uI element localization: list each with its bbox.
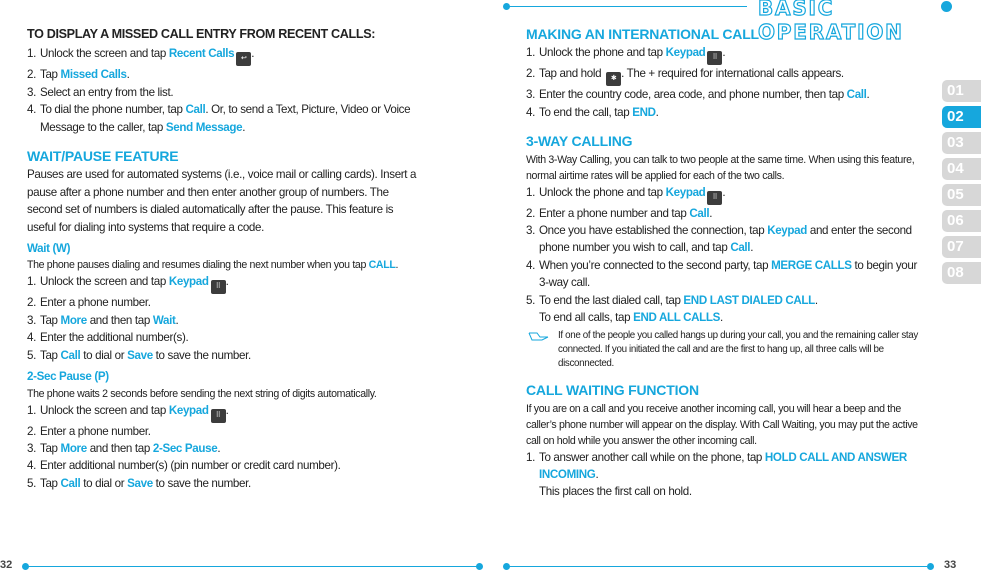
list-item: 4. When you’re connected to the second party, tap MERGE CALLS to begin your 3-way call.	[526, 258, 917, 290]
chapter-tab[interactable]: 05	[942, 184, 981, 206]
chapter-tab[interactable]: 04	[942, 158, 981, 180]
wait-subheading: Wait (W)	[27, 242, 71, 256]
list-item: 3. Tap More and then tap 2-Sec Pause.	[27, 441, 221, 455]
list-item: 3. Enter the country code, area code, and phone number, then tap Call.	[526, 88, 870, 102]
list-item: 2. Enter a phone number.	[27, 424, 151, 438]
list-item: 1. To answer another call while on the phone, tap HOLD CALL AND ANSWER INCOMING.	[526, 450, 907, 482]
footer-dot	[927, 563, 934, 570]
list-item: 4. To dial the phone number, tap Call. Or, to send a Text, Picture, Video or Voice Message to the caller, tap Send Message.	[27, 103, 411, 134]
list-item: 2. Enter a phone number and tap Call.	[526, 206, 713, 220]
three-way-calling-body: With 3-Way Calling, you can talk to two people at the same time. When using this feature, normal airtime rates will be applied for each of the two calls.	[526, 153, 915, 182]
chapter-tabs	[942, 80, 981, 288]
list-item: 5. To end the last dialed call, tap END LAST DIALED CALL.	[526, 293, 818, 307]
list-item: 2. Enter a phone number.	[27, 296, 151, 310]
list-item: 1. Unlock the screen and tap Keypad ⠿ .	[27, 402, 422, 423]
chapter-tab[interactable]: 07	[942, 236, 981, 258]
footer-dot	[476, 563, 483, 570]
call-waiting-after: This places the first call on hold.	[539, 485, 692, 499]
chapter-tab[interactable]: 03	[942, 132, 981, 154]
wait-steps	[27, 273, 422, 364]
list-item: 1. Unlock the phone and tap Keypad ⠿ .	[526, 184, 926, 205]
three-way-calling-heading: 3-WAY CALLING	[526, 133, 633, 150]
footer-line-right	[507, 566, 927, 567]
call-waiting-steps	[526, 449, 926, 484]
list-item: 3. Tap More and then tap Wait.	[27, 313, 179, 327]
wait-description: The phone pauses dialing and resumes dialing the next number when you tap CALL.	[27, 259, 399, 272]
missed-call-heading: TO DISPLAY A MISSED CALL ENTRY FROM RECENT CALLS:	[27, 27, 376, 41]
three-way-calling-steps	[526, 184, 926, 309]
wait-pause-body: Pauses are used for automated systems (i.e., voice mail or calling cards). Insert a pause after a phone number and then enter another group of numbers. The second set of numbers is dialed automatically after the pause. This feature is useful for dialing into systems that require a code.	[27, 168, 417, 234]
three-way-note: If one of the people you called hangs up during your call, you and the remaining caller stay connected. If you initiated the call and are the first to hang up, all three calls will be disconnected.	[526, 329, 926, 370]
list-item: 5. Tap Call to dial or Save to save the number.	[27, 476, 251, 490]
chapter-tab[interactable]: 06	[942, 210, 981, 232]
missed-call-steps	[27, 45, 422, 136]
two-sec-pause-steps	[27, 402, 422, 493]
list-item: 4. Enter additional number(s) (pin number or credit card number).	[27, 459, 341, 473]
call-waiting-heading: CALL WAITING FUNCTION	[526, 382, 699, 399]
two-sec-pause-description: The phone waits 2 seconds before sending the next string of digits automatically.	[27, 387, 377, 400]
section-header-title: BASIC OPERATION	[758, 0, 904, 44]
list-item: 3. Select an entry from the list.	[27, 85, 174, 99]
right-column	[526, 26, 926, 501]
end-all-calls-line: To end all calls, tap END ALL CALLS.	[539, 311, 723, 325]
list-item: 1. Unlock the screen and tap Keypad ⠿ .	[27, 273, 422, 294]
recent-calls-icon: ↩	[236, 52, 251, 66]
footer-line-left	[25, 566, 478, 567]
list-item: 2. Tap and hold ✱ . The + required for international calls appears.	[526, 65, 926, 86]
list-item: 4. To end the call, tap END.	[526, 105, 659, 119]
chapter-tab-active[interactable]: 02	[942, 106, 981, 128]
two-sec-pause-subheading: 2-Sec Pause (P)	[27, 370, 109, 384]
keypad-icon: ⠿	[707, 191, 722, 205]
list-item: 3. Once you have established the connection, tap Keypad and enter the second phone number you wish to call, and tap Call.	[526, 224, 912, 255]
list-item: 1. Unlock the phone and tap Keypad ⠿ .	[526, 44, 926, 65]
wait-pause-heading: WAIT/PAUSE FEATURE	[27, 148, 179, 165]
international-call-steps	[526, 44, 926, 121]
page-number-right: 33	[944, 559, 957, 571]
chapter-tab[interactable]: 01	[942, 80, 981, 102]
header-end-dot	[941, 1, 952, 12]
call-waiting-body: If you are on a call and you receive another incoming call, you will hear a beep and the caller’s phone number will appear on the display. With Call Waiting, you may put the active call on hold while you answer the other incoming call.	[526, 402, 918, 447]
page-number-left: 32	[0, 559, 13, 571]
list-item: 1. Unlock the screen and tap Recent Calls ↩ .	[27, 45, 422, 66]
keypad-icon: ⠿	[211, 280, 226, 294]
international-call-heading: MAKING AN INTERNATIONAL CALL	[526, 26, 759, 42]
left-column	[27, 26, 422, 492]
keypad-icon: ⠿	[707, 51, 722, 65]
list-item: 2. Tap Missed Calls.	[27, 68, 130, 82]
note-icon	[528, 331, 550, 343]
keypad-icon: ⠿	[211, 409, 226, 423]
star-key-icon: ✱	[606, 72, 621, 86]
list-item: 4. Enter the additional number(s).	[27, 331, 189, 345]
header-line	[507, 6, 747, 7]
chapter-tab[interactable]: 08	[942, 262, 981, 284]
list-item: 5. Tap Call to dial or Save to save the number.	[27, 348, 251, 362]
